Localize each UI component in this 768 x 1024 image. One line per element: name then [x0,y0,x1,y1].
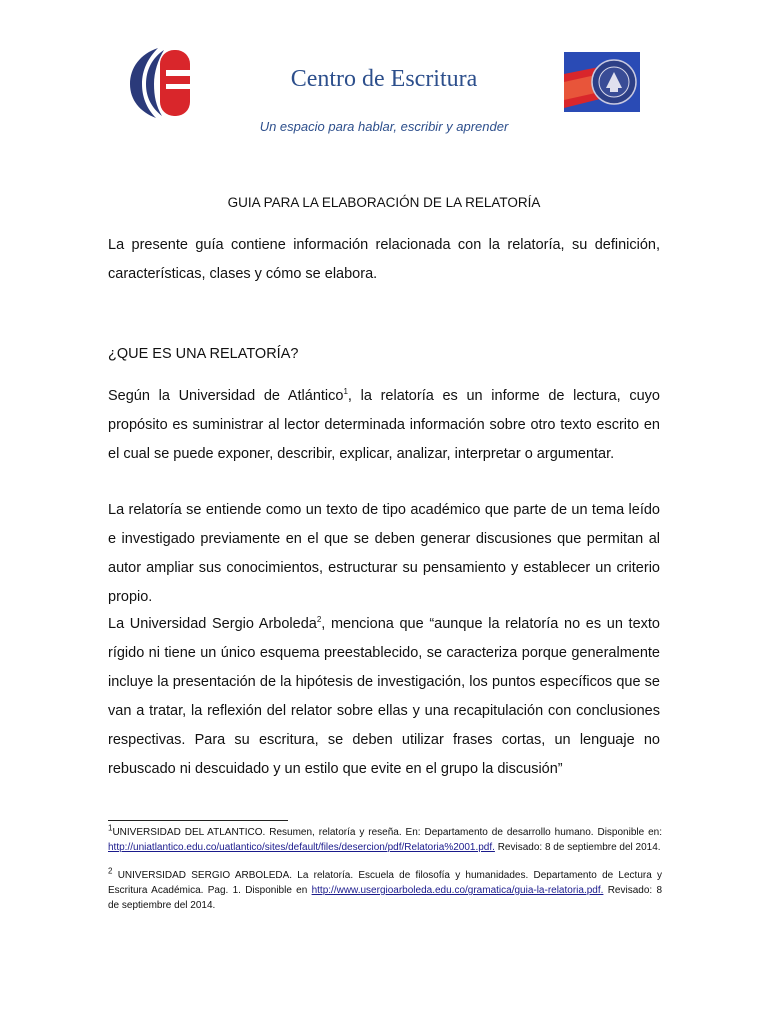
footnote-ref-1[interactable]: 1 [343,387,348,397]
footnote-2-revised: Revisado: 8 de septiembre del 2014. [108,885,662,911]
footnote-1-text: UNIVERSIDAD DEL ATLANTICO. Resumen, relatoría y reseña. En: Departamento de desarrollo humano. Disponible en: [112,827,662,838]
paragraph-quote [108,610,660,784]
document-title: GUIA PARA LA ELABORACIÓN DE LA RELATORÍA [227,195,541,210]
header-title: Centro de Escritura [290,66,478,92]
footnote-1-number: 1 [108,823,113,833]
paragraph-quote-start: La Universidad Sergio Arboleda [108,616,317,632]
footnote-1-revised: Revisado: 8 de septiembre del 2014. [494,842,661,853]
paragraph-definition-rest: , la relatoría es un informe de lectura, cuyo propósito es suministrar al lector determinada información sobre otro texto escrito en el cual se puede exponer, describir, explicar, analizar, interpretar o argumentar. [108,388,660,462]
section-heading: ¿QUE ES UNA RELATORÍA? [108,346,299,362]
paragraph-definition-start: Según la Universidad de Atlántico [108,388,344,404]
intro-paragraph: La presente guía contiene información relacionada con la relatoría, su definición, características, clases y cómo se elabora. [108,237,660,282]
footnote-ref-2[interactable]: 2 [316,615,322,625]
footnote-divider [108,820,288,821]
header-subtitle: Un espacio para hablar, escribir y aprender [259,119,509,134]
university-seal-icon [564,52,640,112]
footnote-1 [108,825,662,855]
paragraph-academic-text: La relatoría se entiende como un texto de tipo académico que parte de un tema leído e investigado previamente en el que se deben generar discusiones que permitan al autor ampliar sus conocimientos, estructurar su pensamiento y establecer un criterio propio. [108,502,660,605]
footnote-2-link[interactable]: http://www.usergioarboleda.edu.co/gramatica/guia-la-relatoria.pdf. [311,885,604,896]
footnote-2-text: UNIVERSIDAD SERGIO ARBOLEDA. La relatoría. Escuela de filosofía y humanidades. Departamento de Lectura y Escritura Académica. Pag. 1. Disponible en [108,870,663,896]
paragraph-definition [108,382,660,469]
footnote-2-number: 2 [108,866,113,876]
paragraph-quote-rest: , menciona que “aunque la relatoría no es un texto rígido ni tiene un único esquema preestablecido, se caracteriza porque generalmente incluye la presentación de la hipótesis de investigación, los puntos específicos que se van a tratar, la reflexión del relator sobre ellas y una recapitulación con conclusiones respectivas. Para su escritura, se deben utilizar frases cortas, un lenguaje no rebuscado ni descuidado y un estilo que evite en el grupo la discusión” [108,616,660,777]
footnote-2 [108,868,662,913]
footnote-1-link[interactable]: http://uniatlantico.edu.co/uatlantico/sites/default/files/desercion/pdf/Relatoria%2001.pdf. [108,842,495,853]
